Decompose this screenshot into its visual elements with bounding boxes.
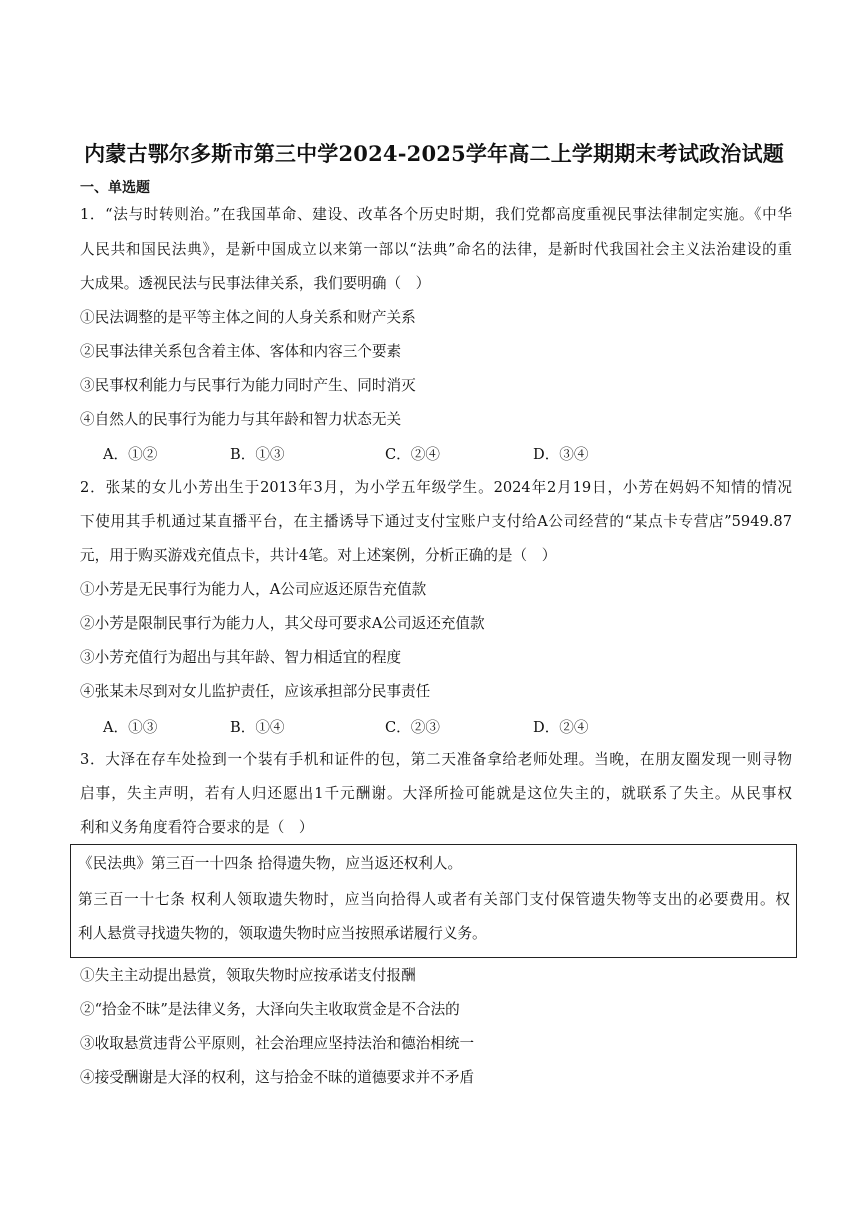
excerpt-line-2: 第三百一十七条 权利人领取遗失物时，应当向拾得人或者有关部门支付保管遗失物等支出的必要费用。权 xyxy=(78,891,790,908)
q1-stem-line-3: 大成果。透视民法与民事法律关系，我们要明确（ ） xyxy=(80,275,431,292)
q2-options xyxy=(103,716,723,738)
exam-title: 内蒙古鄂尔多斯市第三中学2024-2025学年高二上学期期末考试政治试题 xyxy=(84,141,784,166)
q1-option-b[interactable]: B．①③ xyxy=(230,446,285,463)
q2-option-c[interactable]: C．②③ xyxy=(385,719,440,736)
q3-stem-line-1: 3．大泽在存车处捡到一个装有手机和证件的包，第二天准备拿给老师处理。当晚，在朋友圈发现一则寻物 xyxy=(80,751,792,768)
q1-stem-line-1: 1．“法与时转则治。”在我国革命、建设、改革各个历史时期，我们党都高度重视民事法律制定实施。《中华 xyxy=(80,206,792,223)
q1-stem-line-2: 人民共和国民法典》，是新中国成立以来第一部以“法典”命名的法律，是新时代我国社会主义法治建设的重 xyxy=(80,241,792,258)
excerpt-line-3: 利人悬赏寻找遗失物的，领取遗失物时应当按照承诺履行义务。 xyxy=(78,925,487,942)
q2-item-3: ③小芳充值行为超出与其年龄、智力相适宜的程度 xyxy=(80,649,402,666)
q2-option-b[interactable]: B．①④ xyxy=(230,719,285,736)
civil-code-excerpt-box xyxy=(70,844,797,958)
q2-item-2: ②小芳是限制民事行为能力人，其父母可要求A公司返还充值款 xyxy=(80,615,485,632)
q2-item-4: ④张某未尽到对女儿监护责任，应该承担部分民事责任 xyxy=(80,683,431,700)
q1-item-3: ③民事权利能力与民事行为能力同时产生、同时消灭 xyxy=(80,377,416,394)
q2-option-d[interactable]: D．②④ xyxy=(533,719,589,736)
q3-item-4: ④接受酬谢是大泽的权利，这与拾金不昧的道德要求并不矛盾 xyxy=(80,1069,475,1086)
q2-option-a[interactable]: A．①③ xyxy=(103,719,158,736)
q3-item-2: ②“拾金不昧”是法律义务，大泽向失主收取赏金是不合法的 xyxy=(80,1001,460,1018)
q1-item-4: ④自然人的民事行为能力与其年龄和智力状态无关 xyxy=(80,411,402,428)
q1-option-d[interactable]: D．③④ xyxy=(533,446,589,463)
section-heading: 一、单选题 xyxy=(80,180,150,196)
q2-stem-line-3: 元，用于购买游戏充值点卡，共计4笔。对上述案例，分析正确的是（ ） xyxy=(80,547,557,564)
q3-stem-line-3: 利和义务角度看符合要求的是（ ） xyxy=(80,819,314,836)
q2-item-1: ①小芳是无民事行为能力人，A公司应返还原告充值款 xyxy=(80,581,427,598)
excerpt-line-1: 《民法典》第三百一十四条 拾得遗失物，应当返还权利人。 xyxy=(78,855,463,872)
q3-stem-line-2: 启事，失主声明，若有人归还愿出1千元酬谢。大泽所捡可能就是这位失主的，就联系了失主。从民事权 xyxy=(80,785,792,802)
q1-item-2: ②民事法律关系包含着主体、客体和内容三个要素 xyxy=(80,343,402,360)
q1-options xyxy=(103,443,723,465)
q3-item-3: ③收取悬赏违背公平原则，社会治理应坚持法治和德治相统一 xyxy=(80,1035,475,1052)
q1-option-c[interactable]: C．②④ xyxy=(385,446,440,463)
q1-item-1: ①民法调整的是平等主体之间的人身关系和财产关系 xyxy=(80,309,416,326)
q2-stem-line-2: 下使用其手机通过某直播平台，在主播诱导下通过支付宝账户支付给A公司经营的“某点卡专营店”5949.87 xyxy=(80,513,792,530)
q2-stem-line-1: 2．张某的女儿小芳出生于2013年3月，为小学五年级学生。2024年2月19日，小芳在妈妈不知情的情况 xyxy=(80,479,792,496)
q3-item-1: ①失主主动提出悬赏，领取失物时应按承诺支付报酬 xyxy=(80,967,416,984)
q1-option-a[interactable]: A．①② xyxy=(103,446,158,463)
